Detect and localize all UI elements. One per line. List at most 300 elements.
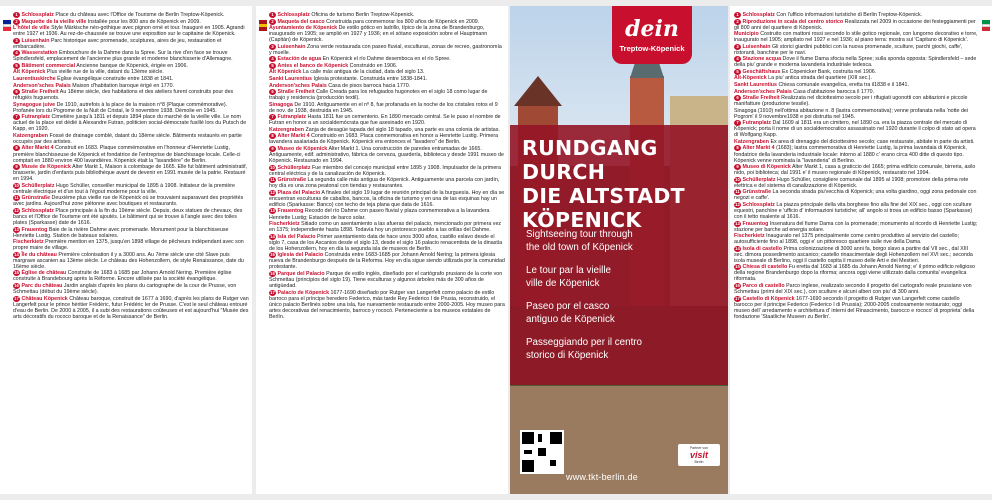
poi-entry bbox=[269, 19, 505, 25]
poi-number-badge: 10 bbox=[735, 176, 740, 182]
poi-name: Estación de agua bbox=[277, 56, 322, 63]
poi-number-badge: 6 bbox=[269, 89, 276, 95]
spanish-flag bbox=[259, 20, 267, 31]
poi-entry bbox=[13, 208, 249, 226]
town-hall-roof bbox=[514, 76, 562, 106]
title-line: KÖPENICK bbox=[522, 208, 642, 232]
poi-name: Parco di castello bbox=[742, 283, 785, 290]
poi-entry bbox=[734, 120, 978, 138]
poi-entry bbox=[269, 252, 505, 270]
poi-description: Fue miembro del concejo municipal entre 1895 y 1908. Impulsador de la primera central eléctrica y de la canalización de Köpenick. bbox=[269, 164, 501, 177]
poi-name: Sankt Laurentius bbox=[734, 82, 777, 89]
poi-entry bbox=[13, 145, 249, 163]
poi-name: Alter Markt 4 bbox=[742, 145, 775, 152]
poi-name: Isla del Palacio bbox=[277, 233, 316, 240]
title-line: DIE ALTSTADT bbox=[522, 184, 685, 208]
poi-name: Bâtiment commercial bbox=[21, 62, 76, 69]
poi-entry bbox=[734, 75, 978, 81]
poi-entry bbox=[269, 102, 505, 114]
poi-entry bbox=[269, 221, 505, 233]
poi-description: Hugo Schüller, consigliere comunale dal 1895 al 1908; promotore della prima rete elettrica e del sistema di canalizzazione di Köpenick. bbox=[734, 176, 969, 189]
poi-description: La piu' antica strada del quartiere (XIII sec.). bbox=[768, 75, 872, 82]
tagline-line: ville de Köpenick bbox=[526, 278, 600, 289]
poi-number-badge: 14 bbox=[270, 233, 275, 239]
poi-name: Fischerkietz bbox=[269, 221, 300, 228]
poi-entry bbox=[734, 145, 978, 163]
poi-name: Frauentog bbox=[21, 226, 48, 233]
poi-name: Fischerkietz bbox=[13, 239, 44, 246]
poi-entry bbox=[269, 56, 505, 62]
poi-name: Sinagoga bbox=[269, 101, 293, 108]
poi-entry bbox=[269, 69, 505, 75]
french-flag bbox=[3, 20, 11, 31]
poi-number-badge: 7 bbox=[269, 114, 276, 120]
poi-name: Museo de Köpenick bbox=[277, 145, 328, 152]
partner-city: Berlin bbox=[694, 460, 704, 464]
visit-berlin-logo bbox=[678, 444, 720, 466]
poi-number-badge: 12 bbox=[735, 201, 740, 207]
poi-description: La piazza principale della vita borghese fino alla fine del XIX sec., oggi con sculture equestri, panchine e 'ufficio d' informazioni turistiche; all' angolo si trova un edificio basso (Sparkasse) con il tetto risalente al 1616. bbox=[734, 201, 973, 220]
poi-entry bbox=[13, 63, 249, 69]
partner-label: Partner von bbox=[689, 446, 709, 450]
poi-name: Museo di Köpenick bbox=[742, 164, 791, 171]
poi-description: Realizzata nel 2009 in occasione dei festeggiamenti per gli 800 anni del quartiere di Köpenick. bbox=[734, 18, 976, 31]
poi-name: Futranplatz bbox=[277, 114, 307, 121]
italian-panel bbox=[730, 6, 992, 494]
poi-entry bbox=[269, 76, 505, 82]
poi-number-badge: 15 bbox=[270, 252, 275, 258]
poi-number-badge: 3 bbox=[13, 38, 20, 44]
poi-description: Recodo del río Dahme con paseo fluvial y plaza conmemorativa a la lavandera Henriette Lustig; Estación de barco solar. bbox=[269, 208, 490, 221]
poi-description: Place principale à la fin du 19ème siècle. Depuis, deux statues de chevaux, des bancs et l'Office de Tourisme ont été ajoutés. Le bâtiment qui se trouve à l'angle avec des toiles plates (Sparkasse) date de 1616. bbox=[13, 207, 243, 227]
poi-description: Zona verde restaurada con paseo fluvial, esculturas, zonas de recreo, gastronomía y muelle. bbox=[269, 43, 502, 56]
poi-entry bbox=[13, 164, 249, 182]
poi-description: Gli storici giardini pubblici con la nuova promenade, sculture, parchi giochi, caffe', ristoranti, banchine per le navi. bbox=[734, 43, 963, 56]
poi-entry bbox=[734, 164, 978, 176]
poi-entry bbox=[269, 25, 505, 43]
poi-name: Sankt Laurentius bbox=[269, 75, 312, 82]
poi-number-badge: 1 bbox=[269, 12, 276, 18]
poi-entry bbox=[269, 114, 505, 126]
poi-entry bbox=[13, 283, 249, 295]
poi-number-badge: 12 bbox=[14, 207, 19, 213]
poi-description: Sitiado como un asentamiento a las afueras del palacio, mencionado por primera vez en 1375; independiente hasta 1898. Todavía hoy un pintoresco pueblo a las orillas del Dahme. bbox=[269, 221, 502, 234]
poi-description: Prima colonizzazione di 3000 anni fa, borgo slavo a partire dal VII sec., dal XIII sec. dimora possedimento ascanico; castello rinascimentale degli Hohenzollern nel XVI sec.; seconda isola museale di Berlino, oggi il castello ospita il museo delle Arti e dei Mestieri. bbox=[734, 245, 973, 264]
poi-name: Schlossplatz bbox=[742, 12, 775, 18]
poi-entry bbox=[13, 239, 249, 251]
poi-entry bbox=[269, 89, 505, 101]
poi-description: Calle Creada para los refugiados hugonotes en el siglo 18 como lugar de trabajo y residencia (producción textil). bbox=[269, 89, 488, 102]
poi-name: Frauentog bbox=[742, 220, 769, 227]
poi-entry bbox=[13, 252, 249, 270]
spanish-panel bbox=[256, 6, 508, 494]
tagline-line: the old town of Köpenick bbox=[526, 242, 633, 253]
poi-name: Wasserstation bbox=[21, 50, 58, 57]
poi-name: Riproduzione in scala del centro storico bbox=[742, 18, 844, 25]
poi-entry bbox=[734, 246, 978, 264]
poi-number-badge: 5 bbox=[269, 63, 276, 69]
poi-description: Installée pour les 800 ans de Köpenick en 2009. bbox=[87, 18, 201, 25]
poi-name: Schüllerplatz bbox=[277, 164, 311, 171]
poi-number-badge: 8 bbox=[13, 145, 20, 151]
italian-text-column bbox=[734, 12, 978, 490]
poi-entry bbox=[269, 271, 505, 289]
poi-name: Alt Köpenick bbox=[269, 69, 302, 76]
poi-number-badge: 13 bbox=[735, 220, 740, 226]
poi-name: Antes el banco de Köpenick bbox=[277, 62, 349, 69]
poi-name: Straße Freiheit bbox=[21, 89, 59, 96]
poi-entry bbox=[13, 25, 249, 37]
poi-entry bbox=[269, 63, 505, 69]
poi-description: Ex area di drenaggio del diciottesimo secolo; case restaurate, abitate in parte da artisti. bbox=[770, 138, 975, 145]
poi-entry bbox=[13, 102, 249, 114]
qr-module bbox=[538, 448, 546, 456]
poi-number-badge: 17 bbox=[14, 295, 19, 301]
poi-name: Alter Markt 4 bbox=[21, 145, 54, 152]
poi-entry bbox=[13, 76, 249, 82]
poi-entry bbox=[734, 189, 978, 201]
poi-description: 1677-1690 secondo il progetto di Rutger van Langerfelt come castello barocco per il principe Federico (Federico I di Prussia); 2000-2005 costosamente restaurato; oggi museo dell' arredamento e architettura d' interni del Rinascimento, barocco e rococo' di proprieta' della fondazione 'Staatliche Museen zu Berlin'. bbox=[734, 295, 975, 320]
poi-number-badge: 17 bbox=[270, 289, 275, 295]
poi-number-badge: 10 bbox=[270, 164, 275, 170]
poi-name: Luisenhain bbox=[21, 37, 50, 44]
poi-description: Alter Markt 1, casa a graticcio del 1665; prima edificio comunale, birreria, asilo nido, poi biblioteca; dal 1991 e' il museo regionale di Köpenick, restaurato nel 1994. bbox=[734, 164, 976, 177]
poi-entry bbox=[13, 38, 249, 50]
poi-description: Maison d'habitation baroque érigé en 1770. bbox=[72, 82, 175, 89]
poi-entry bbox=[734, 296, 978, 320]
poi-number-badge: 9 bbox=[13, 164, 20, 170]
poi-entry bbox=[734, 221, 978, 233]
poi-name: Luisenhain bbox=[742, 43, 771, 50]
poi-number-badge: 14 bbox=[735, 245, 740, 251]
poi-description: De 1910, autrefois à la place de la maison n°8 (Plaque commémorative). Profanée lors du Pogrome de la Nuit de Cristal, le 9 novembre 1938. Démolie en 1945. bbox=[13, 101, 228, 114]
poi-entry bbox=[734, 31, 978, 43]
poi-entry bbox=[734, 108, 978, 120]
poi-name: Luisenhain bbox=[277, 43, 306, 50]
qr-finder bbox=[522, 432, 534, 444]
poi-name: Straße Freiheit bbox=[277, 89, 315, 96]
poi-name: Geschäftshaus bbox=[742, 68, 781, 75]
tagline-italian bbox=[526, 336, 716, 362]
qr-module bbox=[524, 450, 532, 454]
poi-number-badge: 11 bbox=[14, 195, 19, 201]
poi-description: Deuxième plus vieille rue de Köpenick où se trouvaient auparavant des propriétés avec jardins. Aujourd'hui zone piétonne avec boutiques et restaurants. bbox=[13, 195, 244, 208]
poi-description: Oficina de turismo Berlin Treptow-Köpenick. bbox=[311, 12, 415, 18]
poi-name: Château Köpenick bbox=[21, 295, 68, 302]
poi-number-badge: 2 bbox=[734, 19, 741, 25]
poi-entry bbox=[269, 290, 505, 320]
poi-description: Ex Cöpenicker Bank, costruita nel 1906. bbox=[781, 68, 877, 75]
poi-number-badge: 4 bbox=[734, 56, 741, 62]
logo-sub: Treptow-Köpenick bbox=[619, 44, 685, 53]
poi-description: Au 18ème siècle, des habitations et des ateliers furent construits pour des réfugiés huguenots. bbox=[13, 89, 234, 102]
poi-description: Dal 1609 al 1811 era un cimitero, nel 1890 ca. era la piazza centrale del mercato di Köpenick; porta il nome di un socialdemocratico assassinato nel 1920 durante il colpo di stato ad opera di Wolfgang Kapp. bbox=[734, 120, 976, 139]
poi-number-badge: 5 bbox=[13, 63, 20, 69]
poi-name: Castello di Köpenick bbox=[742, 295, 795, 302]
qr-code[interactable] bbox=[520, 430, 564, 474]
poi-description: Château baroque, construit de 1677 à 1690, d'après les plans de Rutger van Langerfelt pour le prince héritier Frédéric, futur Frédéric Ier de Prusse. C'est le seul château entouré d'eau de Berlin. De 2000 à 2005, il a subi des restaurations coûteuses et est aujourd'hui "Musée des arts décoratifs du rococo baroque et de la Renaissance" de Berlin. bbox=[13, 295, 249, 320]
poi-number-badge: 15 bbox=[14, 270, 19, 276]
poi-entry bbox=[734, 139, 978, 145]
poi-name: Stazione acqua bbox=[742, 56, 782, 63]
poi-entry bbox=[269, 127, 505, 133]
poi-number-badge: 6 bbox=[734, 95, 741, 101]
title-line: RUNDGANG DURCH bbox=[522, 136, 658, 184]
poi-entry bbox=[734, 233, 978, 245]
poi-description: (1683); lastra commemorativa di Henriette Lustig, la prima lavandaia di Köpenick, fondatrice della lavanderia industriale locale: intorno al 1880 c' erano circa 400 ditte di questo tipo. Köpenick venne nominata la "lavanderia" di Berlino. bbox=[734, 145, 967, 164]
poi-name: Alter Markt 4 bbox=[277, 133, 310, 140]
poi-description: Alter Markt 1. Una construcción de paredes entramadas de 1665. Antiguamente, edif. administrativo, fábrica de cerveza, guardería, biblioteca y desde 1991 museo de Köpenick. Restaurado en 1994. bbox=[269, 145, 504, 165]
poi-entry bbox=[269, 234, 505, 252]
qr-module bbox=[550, 460, 556, 466]
poi-number-badge: 8 bbox=[734, 145, 741, 151]
poi-name: Schüllerplatz bbox=[21, 182, 55, 189]
poi-entry bbox=[269, 146, 505, 164]
poi-number-badge: 12 bbox=[270, 189, 275, 195]
poi-entry bbox=[13, 133, 249, 145]
partner-name: visit bbox=[689, 450, 708, 460]
qr-finder bbox=[522, 460, 534, 472]
cover-panel bbox=[510, 6, 728, 494]
poi-name: Plaza del Palacio bbox=[277, 189, 321, 196]
poi-description: Construit en 1683. Plaque commémorative en l'honneur d'Henriette Lustig, première blanchisseuse de Köpenick et fondatrice de l'entreprise de blanchissage locale. Celle-ci comptait en 1880 environ 400 lavandières. Köpenick était la "lavandière" de Berlin. bbox=[13, 145, 241, 164]
poi-description: Zanja de desagüe tapada del siglo 18 tapado, una parte es una colonia de artistas. bbox=[305, 126, 500, 133]
poi-number-badge: 11 bbox=[735, 189, 740, 195]
tagline-line: Le tour par la vieille bbox=[526, 265, 611, 276]
poi-name: Schlossplatz bbox=[21, 12, 54, 18]
poi-number-badge: 4 bbox=[269, 56, 276, 62]
flag-stripe bbox=[3, 27, 11, 31]
poi-name: Laurentiuskirche bbox=[13, 75, 56, 82]
poi-number-badge: 9 bbox=[269, 146, 276, 152]
poi-description: Iglesia protestante. Construida entre 1838-1841. bbox=[313, 75, 428, 82]
poi-name: Futranplatz bbox=[742, 120, 772, 127]
poi-entry bbox=[734, 95, 978, 107]
poi-name: Schlossplatz bbox=[21, 207, 54, 214]
poi-number-badge: 13 bbox=[270, 208, 275, 214]
poi-name: Palacio de Köpenick bbox=[277, 289, 330, 296]
poi-description: Construido en 1906. bbox=[349, 62, 398, 69]
tagline-line: antiguo de Köpenick bbox=[526, 314, 615, 325]
poi-description: Fossé de drainage comblé, datant du 18ème siècle. Bâtiments restaurés en partie occupés par des artistes. bbox=[13, 132, 242, 145]
poi-entry bbox=[269, 190, 505, 208]
poi-name: Katzengraben bbox=[269, 126, 305, 133]
poi-name: Katzengraben bbox=[13, 132, 49, 139]
poi-name: Ayuntamiento de Köpenick bbox=[269, 25, 338, 32]
spanish-text-column bbox=[269, 12, 505, 490]
poi-description: Ancienne banque de Köpenick, érigée en 1906. bbox=[76, 62, 188, 69]
poi-number-badge: 7 bbox=[13, 114, 20, 120]
poi-name: Île du château bbox=[21, 251, 57, 258]
poi-description: Jardin anglais d'après les plans du cartographe de la cour de Prusse, von Schmettau (début du 19ème siècle). bbox=[13, 283, 237, 296]
poi-description: Cimetière jusqu'à 1811 et depuis 1894 place du marché de la vieille ville. Le nom actuel de la place est dédié à Alexandre Futran, politicien social-démocrate fusillé lors du Putsch de Kapp, en 1920. bbox=[13, 114, 247, 133]
poi-number-badge: 3 bbox=[269, 44, 276, 50]
poi-entry bbox=[734, 283, 978, 295]
poi-name: Schlossplatz bbox=[742, 201, 775, 208]
poi-number-badge: 17 bbox=[735, 295, 740, 301]
poi-entry bbox=[734, 89, 978, 95]
poi-entry bbox=[13, 12, 249, 18]
website-url[interactable]: www.tkt-berlin.de bbox=[566, 472, 638, 482]
poi-entry bbox=[13, 50, 249, 62]
poi-description: Fu eretta dal 1683 al 1685 da Johann Arnold Nering; e' il primo edificio religioso della regione Brandenburgo dopo la riforma; ancora oggi viene utilizzato dalla comunita' evangelica riformata. bbox=[734, 264, 975, 283]
poi-name: Anderson'sches Palais bbox=[13, 82, 71, 89]
poi-entry bbox=[734, 82, 978, 88]
poi-number-badge: 2 bbox=[269, 19, 276, 25]
poi-description: Parque de estilo inglés, diseñado por el cartógrafo prusiano de la corte von Schmettau (principios del siglo 19). Tiene esculturas y algunos árboles más de 300 años de antigüedad. bbox=[269, 270, 503, 290]
poi-description: Construida para conmemorar los 800 años de Köpenick en 2009. bbox=[326, 18, 480, 25]
poi-name: Grünstraße bbox=[277, 177, 307, 184]
poi-entry bbox=[13, 270, 249, 282]
poi-number-badge: 16 bbox=[270, 270, 275, 276]
poi-number-badge: 16 bbox=[14, 283, 19, 289]
poi-entry bbox=[269, 133, 505, 145]
poi-name: Schlossplatz bbox=[277, 12, 310, 18]
poi-description: Place du château avec l'Office de Tourisme de Berlin Treptow-Köpenick. bbox=[55, 12, 225, 18]
poi-description: Realizzata nel diciottesimo secolo per i rifugiati ugonotti con abitazioni e piccole manifatture (produzione tessile). bbox=[734, 95, 968, 108]
poi-number-badge: 4 bbox=[13, 50, 20, 56]
flag-stripe bbox=[259, 27, 267, 31]
poi-description: Casa de pisos barroca hacia 1770. bbox=[328, 82, 411, 89]
poi-number-badge: 2 bbox=[13, 19, 20, 25]
poi-description: Église évangélique construite entre 1838 et 1841. bbox=[57, 75, 174, 82]
poi-entry bbox=[269, 165, 505, 177]
poi-name: Grünstraße bbox=[742, 189, 772, 196]
poi-description: Parco inglese, realizzato secondo il progetto del cartografo reale prussiano von Schmettau (primi del XIX sec.), con sculture e alcuni alberi con piu' di 300 anni. bbox=[734, 283, 972, 296]
poi-name: Maquette de la vieille ville bbox=[21, 18, 87, 25]
poi-number-badge: 7 bbox=[734, 120, 741, 126]
poi-name: Anderson'sches Palais bbox=[734, 88, 792, 95]
poi-name: Musée de Köpenick bbox=[21, 164, 71, 171]
poi-description: Costruito con mattoni rossi secondo lo stile gotico regionale, con lungorno decorativo e torre, inaugurato nel 1905; ampliato nel 1927 e nel 1936; al piano terra: mostra sul 'Capitano di Köpenick'. bbox=[734, 31, 978, 44]
poi-description: Construida entre 1683-1685 por Johann Arnold Nering; la primera iglesia nueva de Brandenburgo después de la Reforma. Hoy en día sigue siendo utilizada por la comunidad protestante. bbox=[269, 252, 505, 271]
dein-treptow-koepenick-logo bbox=[612, 6, 692, 64]
poi-name: Parque del Palacio bbox=[277, 270, 325, 277]
tagline-spanish bbox=[526, 300, 716, 326]
poi-description: 1677-1690 diseñado por Rutger van Langerfelt como palacio de estilo barroco para el príncipe heredero Federico, más tarde Rey Federico I de Prusia, reconstruido, el único palacio Berlinés sobre una isla, fue nuevamente restaurado entre 2000-2005. Hoy museo para artes decorativas del renacimiento, barroco y rococó. Perteneciente a los museos estatales de Berlín. bbox=[269, 289, 505, 320]
poi-name: Anderson'sches Palais bbox=[269, 82, 327, 89]
italian-flag bbox=[982, 20, 990, 31]
poi-description: Première mention en 1375, jusqu'en 1898 village de pêcheurs indépendant avec son propre maire de village. bbox=[13, 239, 244, 252]
poi-name: Municipio bbox=[734, 31, 759, 38]
poi-description: Con l'ufficio informazioni turistiche di Berlin Treptow-Köpenick. bbox=[776, 12, 923, 18]
tagline-line: Paseo por el casco bbox=[526, 301, 610, 312]
poi-entry bbox=[734, 202, 978, 220]
poi-number-badge: 9 bbox=[734, 164, 741, 170]
poi-name: Église de château bbox=[21, 270, 67, 277]
poi-description: Insenatura del fiume Dama con la promenade; monumento al ricordo di Henriette Lustig; stazione per barche ad energia solare. bbox=[734, 220, 978, 233]
tagline-french bbox=[526, 264, 716, 290]
poi-entry bbox=[13, 227, 249, 239]
poi-name: Chiesa di castello bbox=[742, 264, 788, 271]
poi-name: L'hôtel de ville bbox=[13, 25, 50, 32]
poi-number-badge: 13 bbox=[14, 226, 19, 232]
poi-entry bbox=[13, 114, 249, 132]
poi-description: En Köpenick el río Dahme desemboca en el río Spree. bbox=[322, 56, 451, 63]
poi-description: Dove il fiume Dama sfocia nella Spree; sulla sponda opposta: Spindlersfeld – sede della piu' grande e moderna lavanderia industriale tedesca. bbox=[734, 56, 977, 69]
poi-description: Première colonisation il y a 3000 ans. Au 7ème siècle une cité Slave puis margrave ascanien au 13ème siècle. Le château des Hohenzollern, de style Renaissance, date du 16ème siècle. bbox=[13, 251, 244, 270]
poi-description: Casa d'abitazione barocca il 1770. bbox=[793, 88, 875, 95]
poi-name: Katzengraben bbox=[734, 138, 770, 145]
french-text-column bbox=[13, 12, 249, 490]
poi-name: Synagogue juive bbox=[13, 101, 56, 108]
poi-name: Straße Freiheit bbox=[742, 95, 780, 102]
poi-description: La calle más antigua de la ciudad, data del siglo 13. bbox=[302, 69, 425, 76]
poi-number-badge: 14 bbox=[14, 251, 19, 257]
poi-entry bbox=[734, 12, 978, 18]
flag-stripe bbox=[982, 27, 990, 31]
poi-entry bbox=[269, 208, 505, 220]
poi-description: Alter Markt 1, Maison à colombage de 1665. Elle fut bâtiment administratif, brasserie, jardin d'enfants puis bibliothèque avant de devenir en 1991 musée de la patrie. Restauré en 1994. bbox=[13, 164, 248, 183]
poi-description: Style Märkische néo-gothique avec pignon orné et tour. Inauguré en 1905. Agrandi entre 1927 et 1936. Au rez-de-chaussée se trouve une exposition sur le capitaine de Köpenick. bbox=[13, 25, 245, 38]
tagline-english bbox=[526, 228, 716, 254]
logo-main: dein bbox=[625, 16, 679, 42]
poi-description: Primer asentamiento data de hace unos 3000 años, castillo eslavo desde el siglo 7, casa de los Ascanios desde el siglo 13, desde el siglo 16 palacio renacentista de la dinastía de los Hohenzollern, hoy en día la segunda isla de museos de Berlín. bbox=[269, 233, 503, 252]
french-panel bbox=[0, 6, 252, 494]
poi-entry bbox=[13, 83, 249, 89]
poi-number-badge: 16 bbox=[735, 283, 740, 289]
poi-description: Construido en 1683. Placa conmemorativa en honor a Henriette Lustig. Primera lavandera asalariada de Köpenick. Köpenick era entonces el "lavadero" de Berlin. bbox=[269, 133, 499, 146]
tagline-line: Passeggiando per il centro bbox=[526, 337, 643, 348]
tagline-line: storico di Köpenick bbox=[526, 350, 609, 361]
poi-entry bbox=[734, 56, 978, 68]
poi-number-badge: 11 bbox=[270, 177, 275, 183]
poi-name: Parc du château bbox=[21, 283, 63, 290]
poi-number-badge: 15 bbox=[735, 264, 740, 270]
poi-number-badge: 10 bbox=[14, 182, 19, 188]
poi-name: Maqueta del casco bbox=[277, 18, 325, 25]
poi-entry bbox=[13, 19, 249, 25]
poi-description: Sinagoga (1910) nell'ottima abitazione n. 8 (lastra commemorativa); venne profanata nella 'notte dei Pogrom' il 9 novembre1938 e poi distrutta nel 1945. bbox=[734, 107, 969, 120]
poi-entry bbox=[13, 69, 249, 75]
poi-name: Isola di castello bbox=[742, 245, 782, 252]
poi-description: Hasta 1811 fue un cementerio. En 1890 mercado central. Se le puso el nombre de Futran en honor a un socialdemócrata que fue asesinado en 1920. bbox=[269, 114, 501, 127]
poi-name: Frauentog bbox=[277, 208, 304, 215]
poi-description: Baie de la rivière Dahme avec promenade. Monument pour la blanchisseuse Henriette Lustig. Station de bateaux solaires. bbox=[13, 226, 229, 239]
poi-description: Embouchure de la Dahme dans la Spree. Sur la rive d'en face se trouve Spindlersfeld, emplacement de l'ancienne plus grande et moderne blanchisserie d'Allemagne. bbox=[13, 50, 233, 63]
tagline-line: Sightseeing tour through bbox=[526, 229, 633, 240]
poi-description: De estilo gótico en ladrillo, típico de la zona de Brandenburgo, inaugurado en 1905; se amplió en 1927 y 1936; en el sótano exposición sobre el Hauptmann (Capitán) de Köpenick. bbox=[269, 25, 488, 44]
poi-description: Hugo Schüller, conseiller municipal de 1895 à 1908. Initiateur de la première centrale électrique et d'un tout à l'égout moderne pour la ville. bbox=[13, 182, 235, 195]
poi-description: Parc historique avec promenade, sculptures, aires de jeu, restauration et embarcadère. bbox=[13, 37, 222, 50]
poi-entry bbox=[734, 177, 978, 189]
poi-entry bbox=[734, 264, 978, 282]
poi-description: A finales del siglo 19 lugar de reunión principal de la burguesía. Hoy en día se encuentran esculturas de caballos, bancos, la oficina de turismo y en una de las esquinas hay un edificio (Sparkasse: Banco) con techo de teja plana que data de 1616. bbox=[269, 189, 505, 208]
poi-number-badge: 8 bbox=[269, 133, 276, 139]
poi-name: Alt Köpenick bbox=[13, 69, 46, 76]
qr-finder bbox=[550, 432, 562, 444]
poi-number-badge: 5 bbox=[734, 69, 741, 75]
poi-entry bbox=[13, 89, 249, 101]
poi-entry bbox=[13, 195, 249, 207]
poi-number-badge: 1 bbox=[734, 12, 741, 18]
poi-entry bbox=[13, 296, 249, 320]
poi-number-badge: 3 bbox=[734, 44, 741, 50]
poi-description: Chiesa comunale evangelica, eretta tra il1838 e il 1841. bbox=[778, 82, 909, 89]
poi-name: Schüllerplatz bbox=[742, 176, 776, 183]
poi-name: Fischerkietz bbox=[734, 233, 765, 240]
poi-description: La segunda calle más antigua de Köpenick. Antiguamente una parcela con jardín, hoy día es una zona peatonal con tiendas y restaurantes. bbox=[269, 177, 500, 190]
poi-name: Grünstraße bbox=[21, 195, 51, 202]
poi-description: Construite de 1683 à 1685 par Johann Arnold Nering. Première église construite à Brandebourg après la Réforme. Encore utilisée par la société évangélique. bbox=[13, 270, 232, 283]
poi-number-badge: 6 bbox=[13, 89, 20, 95]
poi-name: Iglesia del Palacio bbox=[277, 252, 324, 259]
poi-description: La seconda strada piu'vecchia di Köpenick; una volta giardino, oggi zona pedonale con negozi e caffe'. bbox=[734, 189, 977, 202]
poi-entry bbox=[269, 177, 505, 189]
poi-name: Alt-Köpenick bbox=[734, 75, 767, 82]
poi-entry bbox=[269, 12, 505, 18]
poi-description: Inaugurato nel 1375 principalmente come centro produttivo al servizio del castello; autosufficiente fino al 1898, oggi e' un pittoresco quartiere sulle rive della Dama. bbox=[734, 233, 959, 246]
